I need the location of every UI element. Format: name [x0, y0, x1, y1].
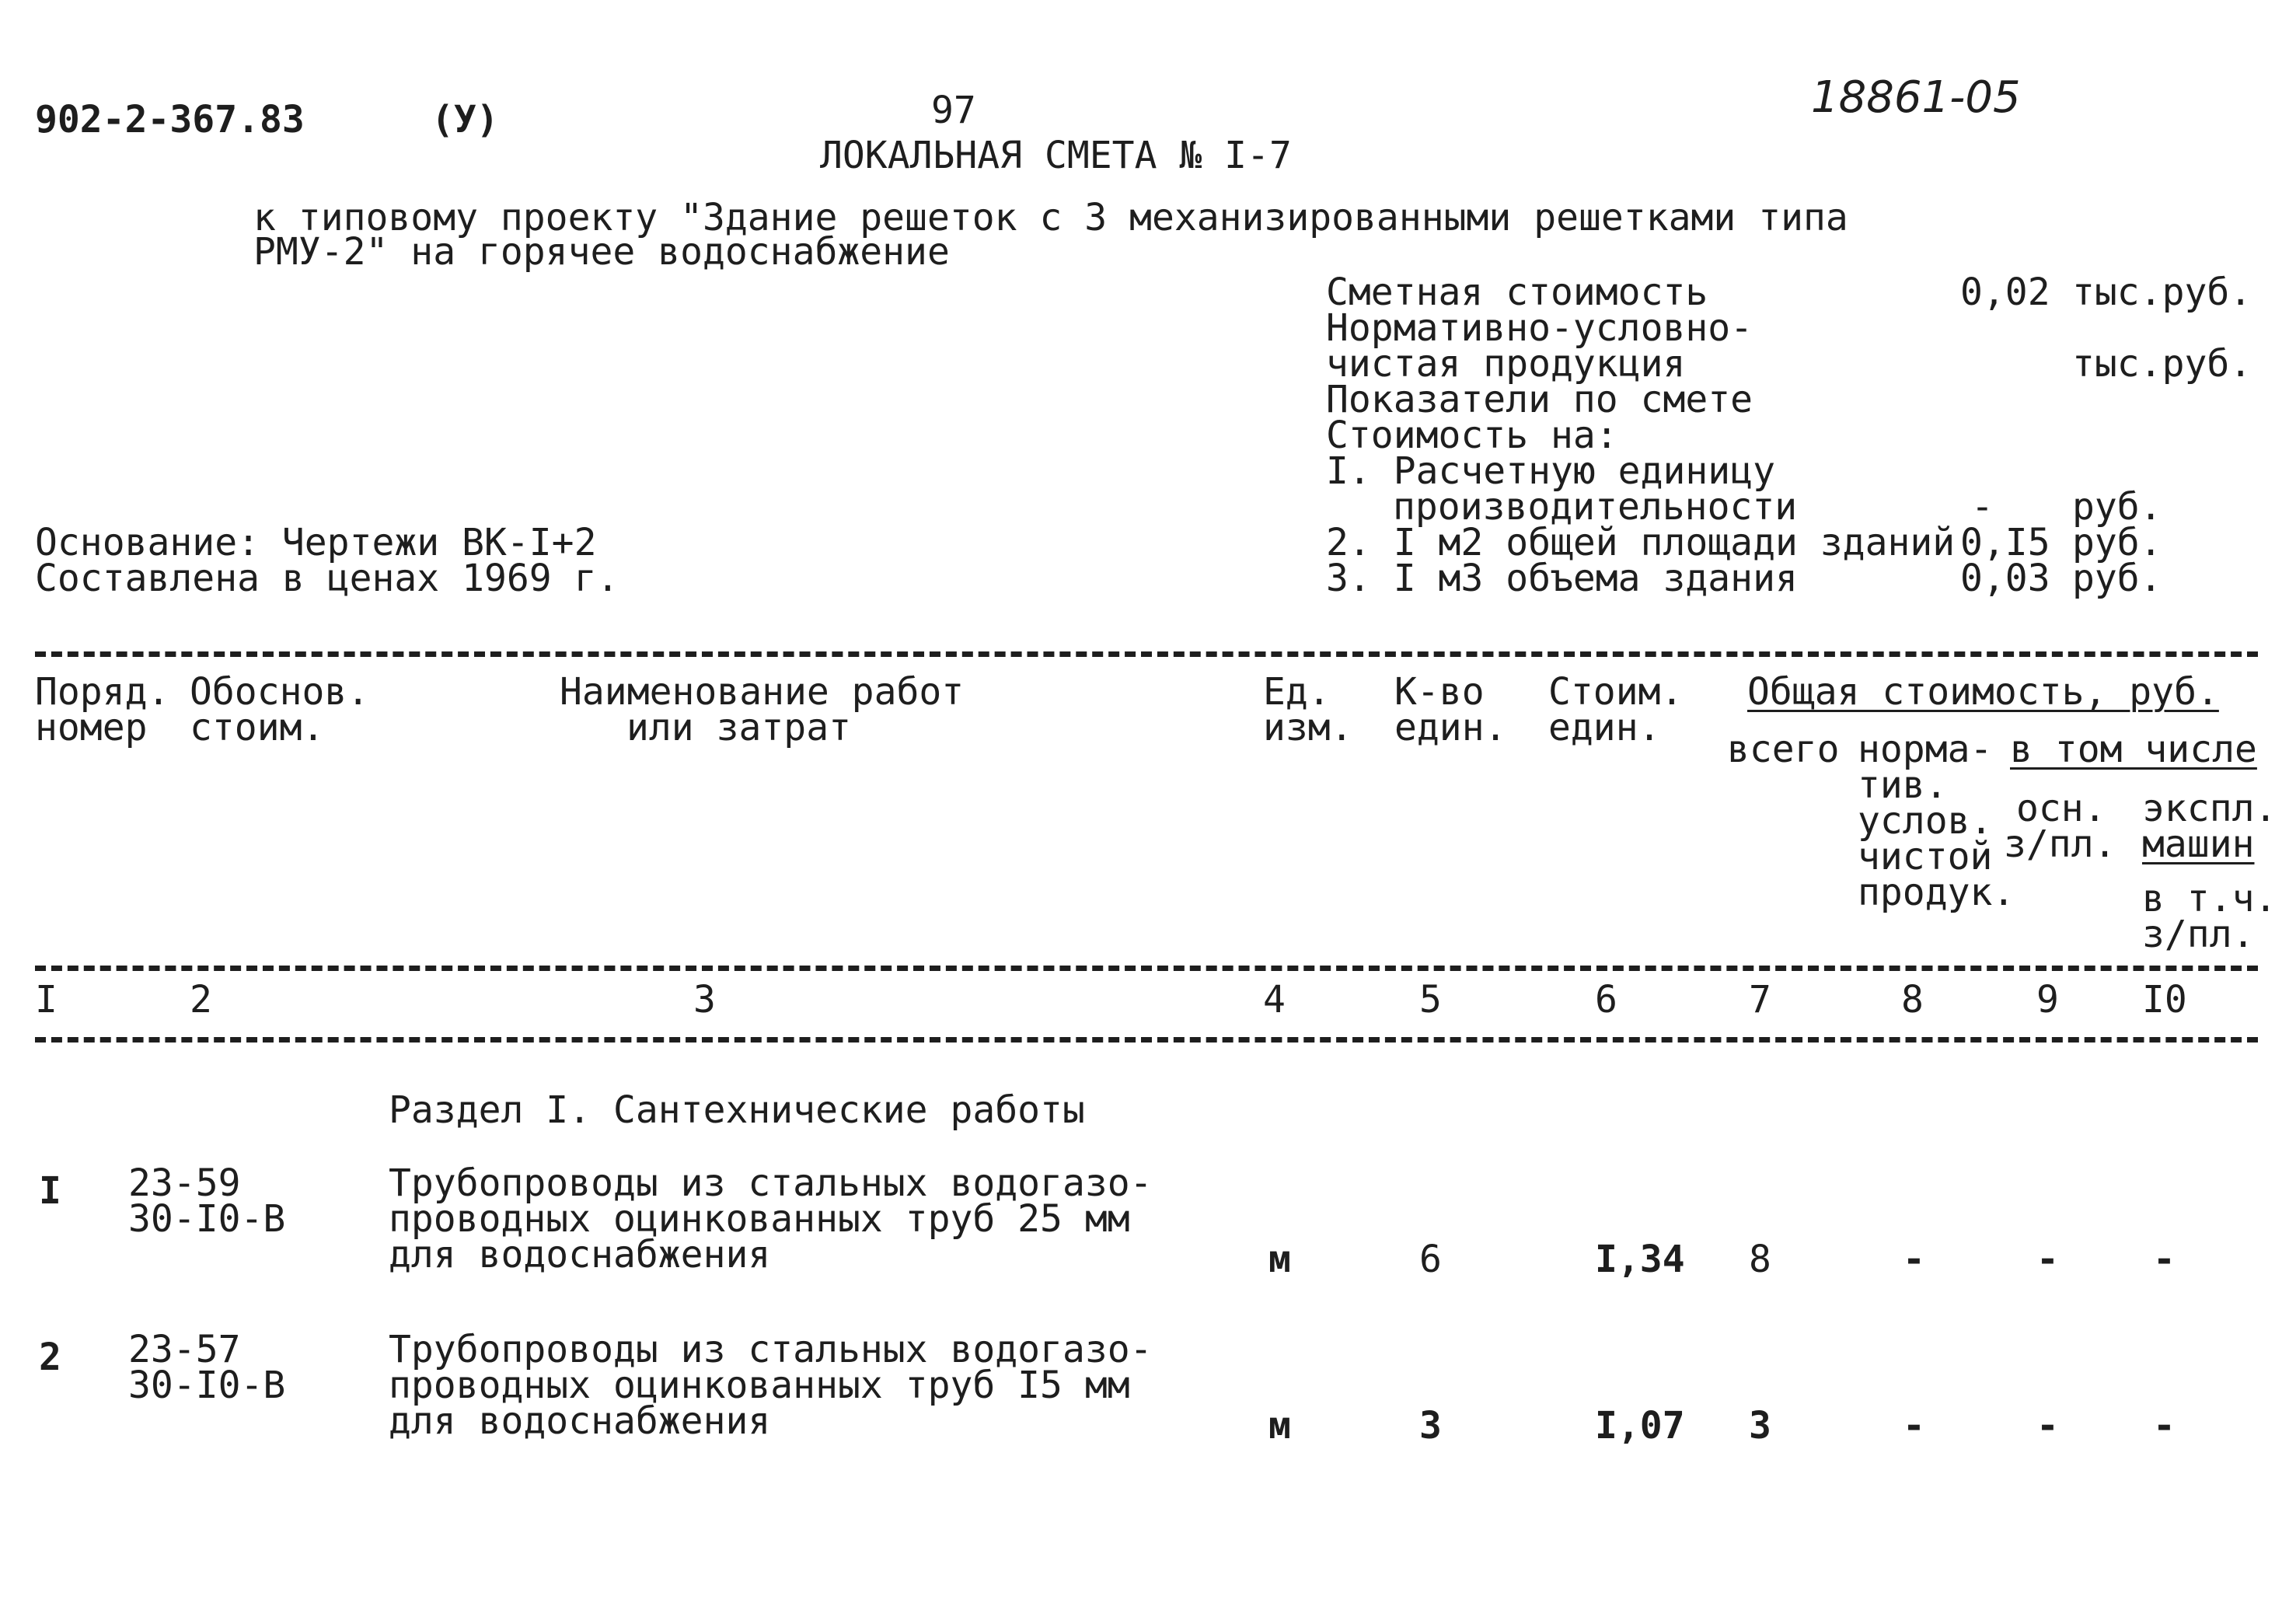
col-number-9: 9	[2036, 978, 2059, 1022]
per-m3-unit: руб.	[2072, 557, 2162, 600]
col-basis-header-2: стоим.	[190, 706, 325, 749]
col-basis-header-1: Обоснов.	[190, 670, 370, 714]
row-unit: м	[1268, 1404, 1291, 1448]
handwritten-number: 18861-05	[1811, 72, 2021, 123]
row-basis-2: 30-I0-В	[128, 1364, 286, 1407]
estimated-cost-unit: тыс.руб.	[2072, 271, 2252, 314]
indicators-label: Показатели по смете	[1326, 378, 1753, 421]
per-m2-label: 2. I м2 общей площади зданий	[1326, 521, 1956, 564]
per-unit-value: -	[1971, 485, 1994, 529]
col-norm-header-3: услов.	[1858, 799, 1993, 843]
row-total: 8	[1749, 1238, 1771, 1281]
net-product-label-1: Нормативно-условно-	[1326, 306, 1753, 350]
row-wages: -	[2036, 1238, 2059, 1281]
estimated-cost-label: Сметная стоимость	[1326, 271, 1708, 314]
total-cost-group-header: Общая стоимость, руб.	[1747, 670, 2219, 714]
row-basis-1: 23-59	[128, 1161, 241, 1205]
col-order-header-2: номер	[35, 706, 148, 749]
per-unit-label-1: I. Расчетную единицу	[1326, 449, 1775, 493]
row-norm: -	[1903, 1238, 1925, 1281]
table-top-rule	[35, 651, 2258, 657]
row-number: 2	[39, 1336, 61, 1379]
col-number-8: 8	[1901, 978, 1924, 1022]
col-norm-header-2: тив.	[1858, 763, 1948, 807]
row-number: I	[39, 1169, 61, 1213]
col-number-1: I	[35, 978, 58, 1022]
row-name-3: для водоснабжения	[389, 1233, 771, 1276]
col-number-6: 6	[1595, 978, 1617, 1022]
subtitle-line-1: к типовому проекту "Здание решеток с 3 механизированными решетками типа	[253, 196, 1848, 239]
document-mark: (У)	[431, 98, 499, 141]
col-name-header-1: Наименование работ	[560, 670, 965, 714]
net-product-label-2: чистая продукция	[1326, 342, 1686, 386]
row-name-2: проводных оцинкованных труб 25 мм	[389, 1197, 1130, 1241]
estimated-cost-value: 0,02	[1960, 271, 2050, 314]
row-name-1: Трубопроводы из стальных водогазо-	[389, 1161, 1153, 1205]
col-number-4: 4	[1263, 978, 1286, 1022]
document-code: 902-2-367.83	[35, 98, 305, 141]
col-machines-header-1: экспл.	[2142, 787, 2277, 830]
row-qty: 6	[1419, 1238, 1442, 1281]
row-unit: м	[1268, 1238, 1291, 1281]
col-unitcost-header-1: Стоим.	[1548, 670, 1684, 714]
col-number-5: 5	[1419, 978, 1442, 1022]
row-machines: -	[2153, 1404, 2176, 1448]
per-m3-label: 3. I м3 объема здания	[1326, 557, 1798, 600]
row-unit-cost: I,34	[1595, 1238, 1685, 1281]
col-number-10: I0	[2142, 978, 2187, 1022]
row-basis-2: 30-I0-В	[128, 1197, 286, 1241]
col-wages-header-2: з/пл.	[2004, 822, 2116, 866]
col-name-header-2: или затрат	[626, 706, 851, 749]
row-name-1: Трубопроводы из стальных водогазо-	[389, 1328, 1153, 1371]
col-norm-header-1: норма-	[1858, 728, 1993, 771]
row-name-2: проводных оцинкованных труб I5 мм	[389, 1364, 1130, 1407]
subtitle-line-2: РМУ-2" на горячее водоснабжение	[253, 230, 950, 274]
col-order-header-1: Поряд.	[35, 670, 170, 714]
per-unit-unit: руб.	[2072, 485, 2162, 529]
row-unit-cost: I,07	[1595, 1404, 1685, 1448]
col-number-7: 7	[1749, 978, 1771, 1022]
per-m3-value: 0,03	[1960, 557, 2050, 600]
numbers-bottom-rule	[35, 1037, 2258, 1042]
col-unitcost-header-2: един.	[1548, 706, 1661, 749]
net-product-unit: тыс.руб.	[2072, 342, 2252, 386]
col-wages-header-1: осн.	[2016, 787, 2106, 830]
col-number-2: 2	[190, 978, 212, 1022]
document-title: ЛОКАЛЬНАЯ СМЕТА № I-7	[820, 134, 1292, 177]
basis-line-1: Основание: Чертежи ВК-I+2	[35, 521, 597, 564]
col-unit-header-2: изм.	[1263, 706, 1353, 749]
row-wages: -	[2036, 1404, 2059, 1448]
col-machines-header-2: машин	[2142, 822, 2255, 866]
col-norm-header-5: продук.	[1858, 871, 2015, 914]
col-qty-header-1: К-во	[1394, 670, 1485, 714]
row-machines: -	[2153, 1238, 2176, 1281]
per-m2-unit: руб.	[2072, 521, 2162, 564]
section-title: Раздел I. Сантехнические работы	[389, 1088, 1085, 1132]
row-norm: -	[1903, 1404, 1925, 1448]
col-unit-header-1: Ед.	[1263, 670, 1331, 714]
col-norm-header-4: чистой	[1858, 835, 1993, 878]
row-qty: 3	[1419, 1404, 1442, 1448]
header-bottom-rule	[35, 966, 2258, 971]
col-machines-header-4: з/пл.	[2142, 913, 2255, 956]
basis-line-2: Составлена в ценах 1969 г.	[35, 557, 619, 600]
per-m2-value: 0,I5	[1960, 521, 2050, 564]
cost-on-label: Стоимость на:	[1326, 414, 1618, 457]
col-total-header: всего	[1727, 728, 1840, 771]
col-qty-header-2: един.	[1394, 706, 1507, 749]
col-number-3: 3	[693, 978, 716, 1022]
including-group-header: в том числе	[2010, 728, 2257, 771]
row-name-3: для водоснабжения	[389, 1399, 771, 1443]
per-unit-label-2: производительности	[1393, 485, 1798, 529]
row-total: 3	[1749, 1404, 1771, 1448]
col-machines-header-3: в т.ч.	[2142, 877, 2277, 920]
row-basis-1: 23-57	[128, 1328, 241, 1371]
page-number: 97	[931, 89, 976, 132]
